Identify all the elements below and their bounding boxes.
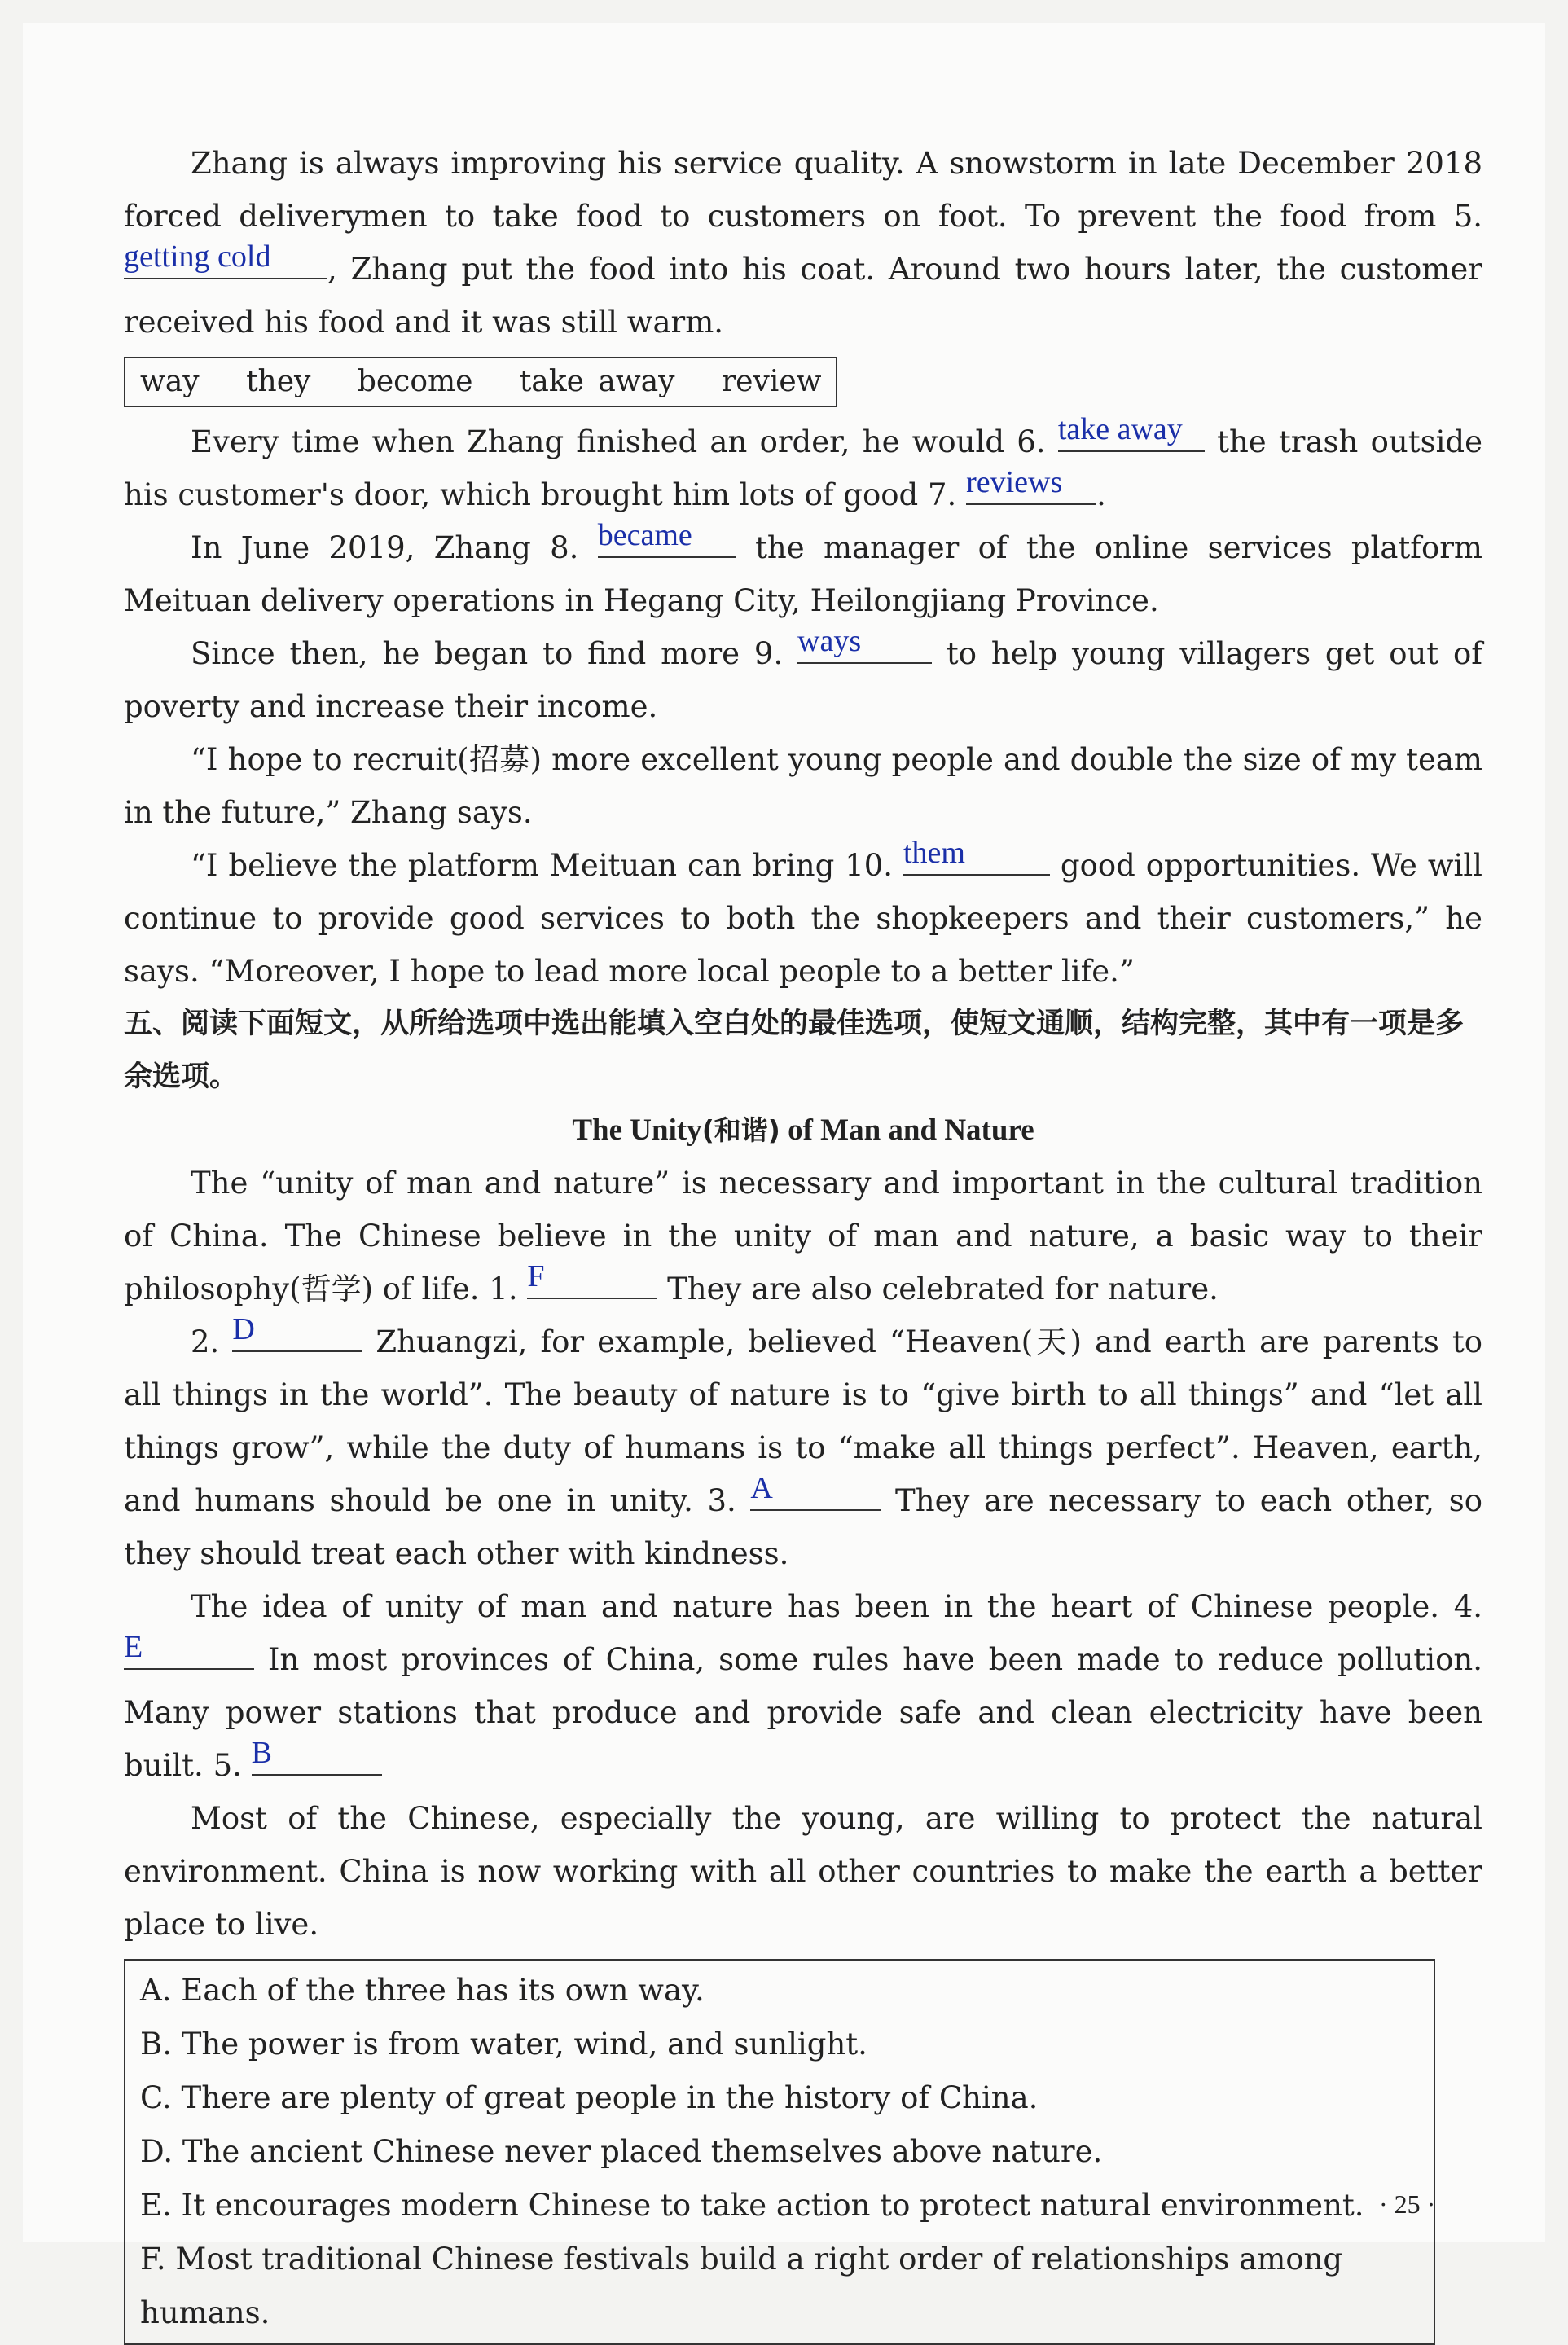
handwritten-answer: B <box>251 1736 272 1770</box>
blank-9 <box>797 624 932 664</box>
handwritten-answer: ways <box>797 624 862 658</box>
word-bank-item: they <box>246 365 311 398</box>
paragraph <box>124 518 1483 627</box>
handwritten-answer: reviews <box>966 465 1063 499</box>
paragraph <box>124 1580 1482 1792</box>
text: They are necessary to each other, so they should treat each other with kindness. <box>124 1483 1482 1571</box>
title-gloss: (和谐) <box>701 1114 780 1146</box>
passage-title <box>124 1104 1482 1157</box>
handwritten-answer: them <box>903 836 965 870</box>
blank-8 <box>597 518 736 558</box>
paragraph <box>124 1312 1482 1580</box>
handwritten-answer: getting cold <box>124 239 271 274</box>
handwritten-answer: F <box>527 1259 545 1293</box>
page-number: · 25 · <box>1379 2189 1436 2219</box>
paragraph: Most of the Chinese, especially the young, are willing to protect the natural environment. China is now working with all other countries to make the earth a better place to live. <box>124 1801 1482 1942</box>
text: Zhuangzi, for example, believed “Heaven(天) and earth are parents to all things in the world”. The beauty of nature is to “give birth to all things” and “let all things grow”, while the duty of humans is to “make all things perfect”. Heaven, earth, and humans should be one in unity. 3. <box>124 1324 1482 1518</box>
word-bank-box <box>124 357 837 407</box>
handwritten-answer: D <box>232 1312 255 1346</box>
text: . <box>1096 477 1106 512</box>
option-c: C. There are plenty of great people in the history of China. <box>140 2080 1039 2115</box>
blank-6 <box>1057 412 1205 452</box>
word-bank-item: review <box>721 365 822 398</box>
paragraph <box>124 624 1482 733</box>
option-d: D. The ancient Chinese never placed themselves above nature. <box>140 2134 1103 2169</box>
blank-10 <box>903 836 1050 876</box>
blank-2 <box>232 1312 362 1352</box>
option-b: B. The power is from water, wind, and sunlight. <box>140 2027 867 2062</box>
paragraph <box>124 1157 1482 1315</box>
blank-3 <box>750 1471 881 1511</box>
options-box <box>124 1959 1435 2345</box>
section-instruction: 五、阅读下面短文，从所给选项中选出能填入空白处的最佳选项，使短文通顺，结构完整，其中有一项是多余选项。 <box>124 1008 1465 1093</box>
blank-1 <box>527 1259 657 1299</box>
handwritten-answer: take away <box>1057 412 1183 446</box>
text: In most provinces of China, some rules have been made to reduce pollution. Many power stations that produce and provide safe and clean electricity have been built. 5. <box>124 1642 1482 1783</box>
paragraph <box>124 137 1482 349</box>
blank-4 <box>124 1630 254 1670</box>
word-bank-item: become <box>357 365 473 398</box>
text: They are also celebrated for nature. <box>657 1271 1219 1306</box>
text: good opportunities. We will continue to provide good services to both the shopkeepers and their customers,” he says. “Moreover, I hope to lead more local people to a better life.” <box>124 848 1482 989</box>
text: the manager of the online services platform Meituan delivery operations in Hegang City, Heilongjiang Province. <box>124 530 1483 618</box>
option-a: A. Each of the three has its own way. <box>140 1973 705 2008</box>
paragraph <box>124 836 1482 998</box>
text: 2. <box>191 1324 233 1359</box>
handwritten-answer: E <box>124 1630 143 1664</box>
text: , Zhang put the food into his coat. Around two hours later, the customer received his food and it was still warm. <box>124 252 1482 340</box>
text: In June 2019, Zhang 8. <box>191 530 598 565</box>
word-bank-item: take away <box>519 365 675 398</box>
blank-5 <box>251 1736 382 1776</box>
handwritten-answer: became <box>597 518 692 552</box>
blank-5 <box>124 239 327 279</box>
text: Every time when Zhang finished an order, he would 6. <box>191 424 1058 459</box>
text: the trash outside his customer's door, which brought him lots of good 7. <box>124 424 1482 512</box>
handwritten-answer: A <box>750 1471 773 1505</box>
word-bank-item: way <box>140 365 200 398</box>
workbook-page <box>23 23 1545 2330</box>
blank-7 <box>966 465 1096 505</box>
text: Zhang is always improving his service quality. A snowstorm in late December 2018 forced deliverymen to take food to customers on foot. To prevent the food from 5. <box>124 146 1482 234</box>
text: The idea of unity of man and nature has been in the heart of Chinese people. 4. <box>191 1589 1482 1624</box>
text: “I believe the platform Meituan can bring 10. <box>191 848 903 883</box>
option-f: F. Most traditional Chinese festivals build a right order of relationships among humans. <box>140 2242 1343 2330</box>
option-e: E. It encourages modern Chinese to take action to protect natural environment. <box>140 2188 1364 2223</box>
text: to help young villagers get out of poverty and increase their income. <box>124 636 1482 724</box>
page-content <box>124 137 1482 2345</box>
title-text: of Man and Nature <box>780 1113 1034 1147</box>
text: Since then, he began to find more 9. <box>191 636 798 671</box>
paragraph: “I hope to recruit(招募) more excellent young people and double the size of my team in the future,” Zhang says. <box>124 742 1482 830</box>
text: The “unity of man and nature” is necessary and important in the cultural tradition of China. The Chinese believe in the unity of man and nature, a basic way to their philosophy(哲学) of life. 1. <box>124 1166 1482 1306</box>
paragraph <box>124 412 1482 521</box>
title-text: The Unity <box>572 1113 702 1147</box>
